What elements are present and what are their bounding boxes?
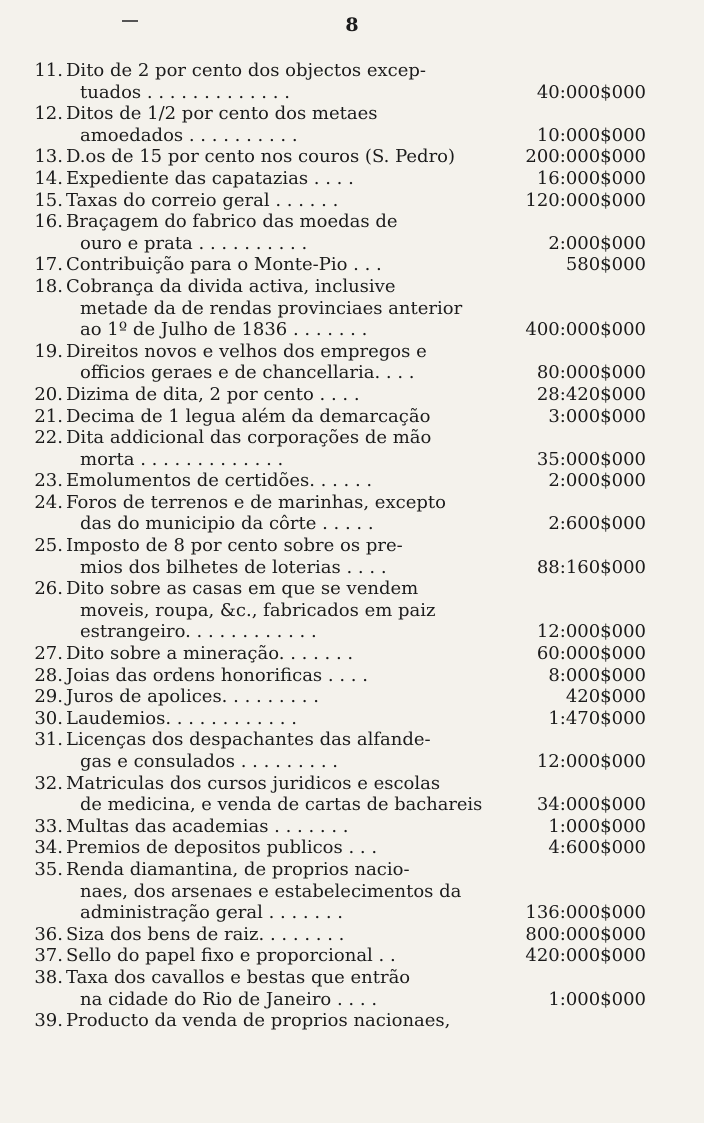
entry-line — [0, 729, 704, 751]
ledger-entry — [0, 578, 704, 643]
ledger-entry — [0, 708, 704, 730]
entry-number: 18. — [34, 275, 63, 297]
entry-amount: 34:000$000 — [536, 794, 646, 816]
entry-text: Siza dos bens de raiz. . . . . . . . — [66, 923, 345, 945]
ledger-entry — [0, 816, 704, 838]
entry-number: 24. — [34, 491, 63, 513]
entry-number: 13. — [34, 146, 63, 168]
entry-number: 22. — [34, 427, 63, 449]
ledger-entry — [0, 643, 704, 665]
entry-text: Direitos novos e velhos dos empregos e — [66, 340, 427, 362]
entry-number: 35. — [34, 858, 63, 880]
entry-number: 32. — [34, 772, 63, 794]
entry-line — [0, 600, 704, 622]
entry-number: 21. — [34, 405, 63, 427]
entry-amount: 800:000$000 — [525, 923, 646, 945]
ledger-entry — [0, 535, 704, 578]
entry-line — [0, 103, 704, 125]
entry-line — [0, 535, 704, 557]
entry-line — [0, 60, 704, 82]
entry-text: moveis, roupa, &c., fabricados em paiz — [80, 599, 436, 621]
entry-line — [0, 341, 704, 363]
entry-number: 26. — [34, 578, 63, 600]
entry-text: metade da de rendas provinciaes anterior — [80, 297, 463, 319]
ledger-entry — [0, 773, 704, 816]
entry-text: ao 1º de Julho de 1836 . . . . . . . — [80, 319, 368, 341]
entry-text: Ditos de 1/2 por cento dos metaes — [66, 103, 378, 125]
entry-text: mios dos bilhetes de loterias . . . . — [80, 556, 387, 578]
entry-line — [0, 276, 704, 298]
entry-amount: 1:000$000 — [548, 815, 646, 837]
entry-text: Multas das academias . . . . . . . — [66, 815, 349, 837]
entry-text: Emolumentos de certidões. . . . . . — [66, 470, 373, 492]
ledger-entry — [0, 190, 704, 212]
entry-amount: 60:000$000 — [536, 643, 646, 665]
entry-amount: 4:600$000 — [548, 837, 646, 859]
entry-line — [0, 492, 704, 514]
ledger-entry — [0, 859, 704, 924]
entry-amount: 200:000$000 — [525, 146, 646, 168]
entry-number: 28. — [34, 664, 63, 686]
entry-number: 15. — [34, 189, 63, 211]
ledger-entry — [0, 146, 704, 168]
ledger-entry — [0, 924, 704, 946]
entry-text: de medicina, e venda de cartas de bachareis — [80, 794, 483, 816]
entry-amount: 420$000 — [565, 686, 646, 708]
ledger-entry — [0, 427, 704, 470]
entry-number: 25. — [34, 535, 63, 557]
entry-line — [0, 967, 704, 989]
entry-text: Braçagem do fabrico das moedas de — [66, 211, 398, 233]
entry-text: naes, dos arsenaes e estabelecimentos da — [80, 880, 462, 902]
entry-line — [0, 881, 704, 903]
entry-text: administração geral . . . . . . . — [80, 902, 343, 924]
entry-number: 36. — [34, 923, 63, 945]
entry-number: 12. — [34, 103, 63, 125]
entry-amount: 12:000$000 — [536, 751, 646, 772]
entry-text: tuados . . . . . . . . . . . . . — [80, 81, 290, 103]
ledger-entry — [0, 103, 704, 146]
entry-text: Licenças dos despachantes das alfande- — [66, 729, 431, 751]
ledger-entry — [0, 341, 704, 384]
entry-amount: 28:420$000 — [536, 383, 646, 405]
entry-text: morta . . . . . . . . . . . . . — [80, 448, 284, 470]
entry-amount: 1:000$000 — [548, 988, 646, 1010]
ledger-list — [0, 60, 704, 1032]
entry-line — [0, 427, 704, 449]
entry-amount: 580$000 — [565, 254, 646, 276]
entry-amount: 420:000$000 — [525, 945, 646, 967]
entry-number: 27. — [34, 643, 63, 665]
ledger-entry — [0, 1010, 704, 1032]
entry-line — [0, 298, 704, 320]
entry-text: amoedados . . . . . . . . . . — [80, 124, 298, 146]
entry-number: 20. — [34, 383, 63, 405]
entry-text: officios geraes e de chancellaria. . . . — [80, 362, 415, 384]
entry-line — [0, 211, 704, 233]
entry-number: 16. — [34, 211, 63, 233]
ledger-entry — [0, 406, 704, 428]
entry-text: Juros de apolices. . . . . . . . . — [66, 686, 319, 708]
entry-amount: 136:000$000 — [525, 902, 646, 924]
entry-text: Laudemios. . . . . . . . . . . . — [66, 707, 297, 729]
entry-text: estrangeiro. . . . . . . . . . . . — [80, 621, 317, 643]
entry-text: das do municipio da côrte . . . . . — [80, 513, 374, 535]
entry-amount: 88:160$000 — [536, 556, 646, 578]
page-number: 8 — [345, 14, 359, 36]
entry-number: 14. — [34, 167, 63, 189]
ledger-entry — [0, 492, 704, 535]
entry-number: 17. — [34, 254, 63, 276]
ledger-entry — [0, 837, 704, 859]
entry-amount: 80:000$000 — [536, 362, 646, 384]
entry-text: Matriculas dos cursos juridicos e escolas — [66, 772, 441, 794]
ledger-entry — [0, 254, 704, 276]
ledger-entry — [0, 686, 704, 708]
entry-amount: 8:000$000 — [548, 664, 646, 686]
entry-number: 29. — [34, 686, 63, 708]
entry-number: 11. — [34, 60, 63, 81]
ledger-entry — [0, 967, 704, 1010]
entry-amount: 2:600$000 — [548, 513, 646, 535]
ledger-entry — [0, 470, 704, 492]
entry-amount: 2:000$000 — [548, 470, 646, 492]
entry-text: Sello do papel fixo e proporcional . . — [66, 945, 396, 967]
ledger-entry — [0, 945, 704, 967]
entry-amount: 12:000$000 — [536, 621, 646, 643]
entry-text: Renda diamantina, de proprios nacio- — [66, 858, 410, 880]
entry-number: 39. — [34, 1010, 63, 1032]
entry-text: Foros de terrenos e de marinhas, excepto — [66, 491, 446, 513]
entry-number: 34. — [34, 837, 63, 859]
entry-number: 23. — [34, 470, 63, 492]
entry-line — [0, 773, 704, 795]
entry-text: na cidade do Rio de Janeiro . . . . — [80, 988, 378, 1010]
ledger-entry — [0, 60, 704, 103]
entry-line — [0, 578, 704, 600]
entry-text: Dita addicional das corporações de mão — [66, 427, 432, 449]
entry-text: Dito sobre as casas em que se vendem — [66, 578, 419, 600]
entry-text: Decima de 1 legua além da demarcação — [66, 405, 431, 427]
entry-number: 19. — [34, 340, 63, 362]
entry-text: Premios de depositos publicos . . . — [66, 837, 378, 859]
entry-text: gas e consulados . . . . . . . . . — [80, 751, 339, 772]
entry-text: Taxa dos cavallos e bestas que entrão — [66, 966, 411, 988]
entry-text: Dizima de dita, 2 por cento . . . . — [66, 383, 360, 405]
entry-text: D.os de 15 por cento nos couros (S. Pedro) — [66, 146, 456, 168]
printer-mark — [122, 20, 138, 22]
entry-number: 31. — [34, 729, 63, 751]
ledger-entry — [0, 276, 704, 341]
entry-text: Dito sobre a mineração. . . . . . . — [66, 643, 354, 665]
entry-text: Imposto de 8 por cento sobre os pre- — [66, 535, 403, 557]
entry-text: Dito de 2 por cento dos objectos excep- — [66, 60, 427, 81]
entry-amount: 16:000$000 — [536, 167, 646, 189]
entry-line — [0, 1010, 704, 1032]
entry-amount: 1:470$000 — [548, 707, 646, 729]
entry-amount: 400:000$000 — [525, 319, 646, 341]
ledger-entry — [0, 168, 704, 190]
entry-amount: 3:000$000 — [548, 405, 646, 427]
entry-text: Producto da venda de proprios nacionaes, — [66, 1010, 451, 1032]
entry-line — [0, 859, 704, 881]
entry-text: Contribuição para o Monte-Pio . . . — [66, 254, 382, 276]
entry-amount: 120:000$000 — [525, 189, 646, 211]
entry-text: Cobrança da divida activa, inclusive — [66, 275, 396, 297]
ledger-entry — [0, 384, 704, 406]
entry-amount: 35:000$000 — [536, 448, 646, 470]
entry-amount: 10:000$000 — [536, 124, 646, 146]
entry-text: Taxas do correio geral . . . . . . — [66, 189, 339, 211]
entry-text: Expediente das capatazias . . . . — [66, 167, 354, 189]
entry-number: 30. — [34, 707, 63, 729]
entry-number: 38. — [34, 966, 63, 988]
entry-amount: 2:000$000 — [548, 232, 646, 254]
ledger-entry — [0, 211, 704, 254]
entry-number: 37. — [34, 945, 63, 967]
entry-text: Joias das ordens honorificas . . . . — [66, 664, 368, 686]
entry-number: 33. — [34, 815, 63, 837]
entry-amount: 40:000$000 — [536, 81, 646, 103]
ledger-entry — [0, 665, 704, 687]
entry-text: ouro e prata . . . . . . . . . . — [80, 232, 308, 254]
ledger-entry — [0, 729, 704, 772]
